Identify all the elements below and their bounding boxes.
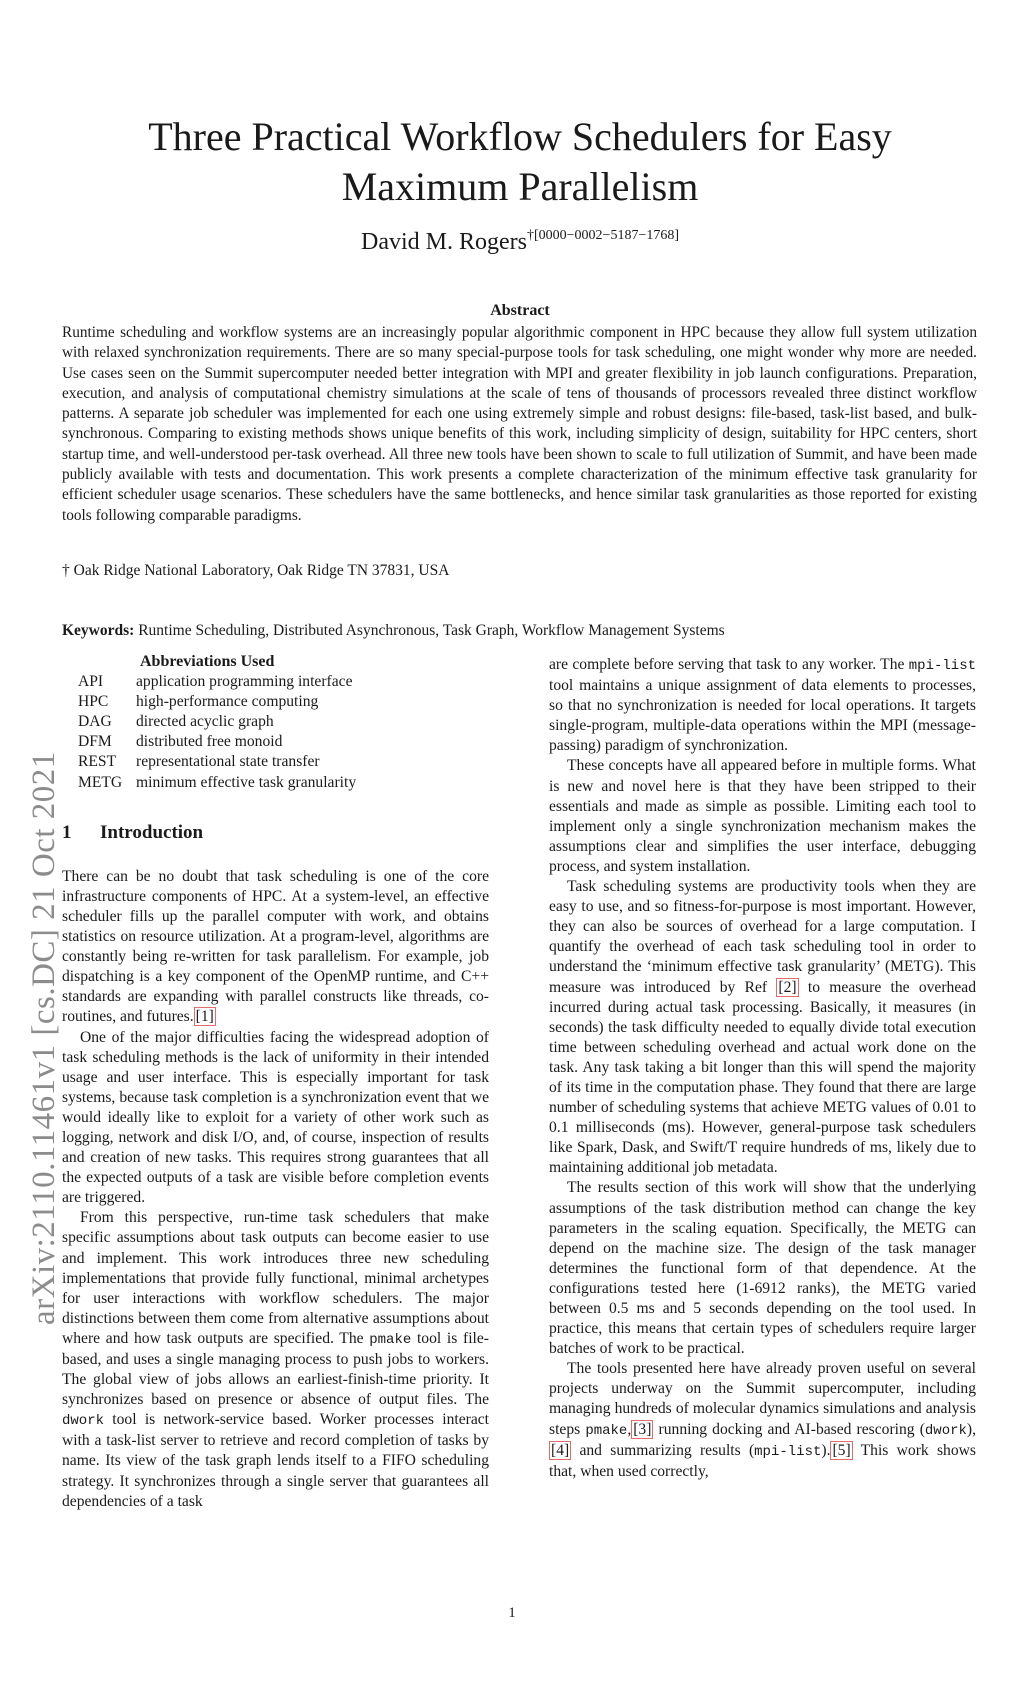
abbreviations-table: [78, 672, 356, 793]
affiliation: † Oak Ridge National Laboratory, Oak Ridge TN 37831, USA: [62, 562, 450, 579]
intro-paragraph-5: [549, 877, 976, 1178]
abbreviation-row: [78, 773, 356, 793]
abbreviation-row: [78, 672, 356, 692]
abbreviation: API: [78, 673, 104, 691]
code-dwork: dwork: [62, 1413, 105, 1430]
abbreviation-meaning: minimum effective task granularity: [136, 773, 357, 791]
paragraph-text: ),: [966, 1420, 976, 1438]
keywords-label: Keywords:: [62, 622, 135, 639]
paragraph-text: and summarizing results (: [579, 1441, 755, 1459]
paragraph-text: There can be no doubt that task scheduling is one of the core infrastructure components of HPC. At a system-level, an effective scheduler fills up the parallel computer with work, and obtains statistics on resource utilization. At a program-level, algorithms are constantly being re-written for task parallelism. For example, job dispatching is a key component of the OpenMP runtime, and C++ standards are expanding with parallel constructs like threads, co-routines, and futures.: [62, 867, 489, 1026]
paragraph-text: ).: [821, 1441, 831, 1459]
abstract-heading: Abstract: [490, 302, 550, 319]
arxiv-identifier-stamp: arXiv:2110.11461v1 [cs.DC] 21 Oct 2021: [26, 751, 62, 1325]
paragraph-text: are complete before serving that task to any worker. The: [549, 656, 905, 673]
author-name: David M. Rogers: [361, 229, 527, 255]
page-number: 1: [508, 1605, 516, 1621]
code-mpi-list: mpi-list: [908, 658, 976, 674]
intro-paragraph-3: [62, 1208, 489, 1511]
intro-paragraph-6: The results section of this work will show that the underlying assumptions of the task distribution method can change the key parameters in the scaling equation. Specifically, the METG can depend on the machine size. The design of the task manager determines the functional form of that dependence. At the configurations tested here (1-6912 ranks), the METG varied between 0.5 ms and 5 seconds depending on the tool used. In practice, this means that certain types of schedulers require larger batches of work to be practical.: [549, 1179, 976, 1358]
abbreviation-row: [78, 732, 356, 752]
citation-link[interactable]: [2]: [778, 978, 797, 996]
paragraph-text: tool is network-service based. Worker processes interact with a task-list server to retrieve and record completion of tasks by name. Its view of the task graph lends itself to a FIFO scheduling strategy. It synchronizes through a single server that guarantees all dependencies of a task: [62, 1411, 489, 1510]
abbreviation-meaning: directed acyclic graph: [136, 713, 274, 731]
abbreviations-heading: Abbreviations Used: [140, 653, 275, 670]
intro-paragraph-4: These concepts have all appeared before in multiple forms. What is new and novel here is that they have been stripped to their essentials and made as simple as possible. Limiting each tool to implement only a single synchronization mechanism makes the assumptions clear and simplifies the user interface, debugging process, and system installation.: [549, 757, 976, 875]
intro-paragraph-1: [62, 867, 489, 1028]
abbreviation-meaning: representational state transfer: [136, 753, 320, 771]
section-number: 1: [62, 821, 72, 843]
right-column: [549, 655, 976, 1482]
intro-paragraph-7: The tools presented here have already proven useful on several projects underway on the Summit supercomputer, including managing hundreds of molecular dynamics simulations and analysis steps pmake, [3] running docking and AI-based rescoring (dwork),[4] and summarizing results (mpi-list). [5] This work shows that, when used correctly,: [549, 1360, 976, 1480]
paragraph-text: The tools presented here have already proven useful on several projects underway on the Summit supercomputer, including managing hundreds of molecular dynamics simulations and analysis steps: [549, 1360, 976, 1438]
code-pmake: pmake: [369, 1331, 412, 1348]
code-mpi-list: mpi-list: [754, 1443, 822, 1460]
code-pmake: pmake: [585, 1422, 628, 1439]
paragraph-text: From this perspective, run-time task schedulers that make specific assumptions about task outputs can become easier to use and implement. This work introduces three new scheduling implementations that provide fully functional, minimal archetypes for user interactions with workflow schedulers. The major distinctions between them come from alternative assumptions about where and how task outputs are specified. The: [62, 1209, 489, 1347]
author-orcid[interactable]: †[0000−0002−5187−1768]: [526, 228, 679, 243]
left-column: [62, 652, 489, 1512]
paragraph-text: tool is file-based, and uses a single managing process to push jobs to workers. The global view of jobs allows an earliest-finish-time priority. It synchronizes based on presence or absence of output files. The: [62, 1329, 489, 1409]
abbreviation-row: [78, 692, 356, 712]
citation-link[interactable]: [4]: [551, 1441, 570, 1459]
paragraph-text: to measure the overhead incurred during actual task processing. Basically, it measures (in seconds) the task difficulty needed to equally divide total execution time between scheduling overhead and actual work done on the task. Any task taking a bit longer than this will spend the majority of its time in the computation phase. They found that there are large number of scheduling systems that achieve METG values of 0.01 to 0.1 milliseconds (ms). However, general-purpose task schedulers like Spark, Dask, and Swift/T require hundreds of ms, likely due to maintaining additional job metadata.: [549, 978, 976, 1177]
keywords-line: [62, 622, 977, 640]
section-title: Introduction: [100, 821, 204, 843]
abbreviation: METG: [78, 773, 123, 791]
keywords-text: Runtime Scheduling, Distributed Asynchronous, Task Graph, Workflow Management Systems: [138, 622, 725, 639]
section-heading-introduction: [62, 823, 489, 843]
citation-link[interactable]: [5]: [832, 1441, 851, 1459]
abbreviation: DAG: [78, 713, 112, 731]
code-dwork: dwork: [924, 1422, 967, 1439]
abbreviation: DFM: [78, 733, 112, 751]
paragraph-text: running docking and AI-based rescoring (: [658, 1420, 925, 1438]
paper-title: Three Practical Workflow Schedulers for Easy Maximum Parallelism: [148, 114, 892, 209]
abstract-text: Runtime scheduling and workflow systems are an increasingly popular algorithmic component in HPC because they allow full system utilization with relaxed synchronization requirements. There are so many special-purpose tools for task scheduling, one might wonder why more are needed. Use cases seen on the Summit supercomputer needed better integration with MPI and greater flexibility in job launch configurations. Preparation, execution, and analysis of computational chemistry simulations at the scale of tens of thousands of processors revealed three distinct workflow patterns. A separate job scheduler was implemented for each one using extremely simple and robust designs: file-based, task-list based, and bulk-synchronous. Comparing to existing methods shows unique benefits of this work, including simplicity of design, suitability for HPC centers, short startup time, and well-understood per-task overhead. All three new tools have been shown to scale to full utilization of Summit, and have been made publicly available with tests and documentation. This work presents a complete characterization of the minimum effective task granularity for efficient scheduler usage scenarios. These schedulers have the same bottlenecks, and hence similar task granularities as those reported for existing tools following comparable paradigms.: [62, 324, 977, 524]
abbreviation: HPC: [78, 693, 109, 711]
author-line: [100, 228, 940, 256]
intro-paragraph-3-continued: [549, 655, 976, 756]
paragraph-text: Task scheduling systems are productivity tools when they are easy to use, and so fitness-for-purpose is most important. However, they can also be sources of overhead for a large computation. I quantify the overhead of each task scheduling tool in order to understand the ‘minimum effective task granularity’ (METG). This measure was introduced by Ref: [549, 878, 976, 996]
abbreviation-meaning: application programming interface: [136, 673, 353, 691]
citation-link[interactable]: [3]: [633, 1420, 652, 1438]
paragraph-text: This work shows that, when used correctly,: [549, 1441, 976, 1480]
paragraph-text: tool maintains a unique assignment of data elements to processes, so that no synchronization is needed for local operations. It targets single-program, multiple-data operations within the MPI (message-passing) paradigm of synchronization.: [549, 677, 976, 755]
abbreviation: REST: [78, 753, 117, 771]
abbreviation-meaning: high-performance computing: [136, 693, 319, 711]
intro-paragraph-2: One of the major difficulties facing the widespread adoption of task scheduling methods is the lack of uniformity in their intended usage and user interface. This is especially important for task systems, because task completion is a synchronization event that we would ideally like to exploit for a variety of other work such as logging, network and disk I/O, and, of course, inspection of results and creation of new tasks. This requires strong guarantees that all the expected outputs of a task are visible before completion events are triggered.: [62, 1028, 489, 1207]
abbreviation-row: [78, 752, 356, 772]
citation-link[interactable]: [1]: [195, 1008, 214, 1026]
abbreviation-meaning: distributed free monoid: [136, 733, 283, 751]
abbreviation-row: [78, 712, 356, 732]
